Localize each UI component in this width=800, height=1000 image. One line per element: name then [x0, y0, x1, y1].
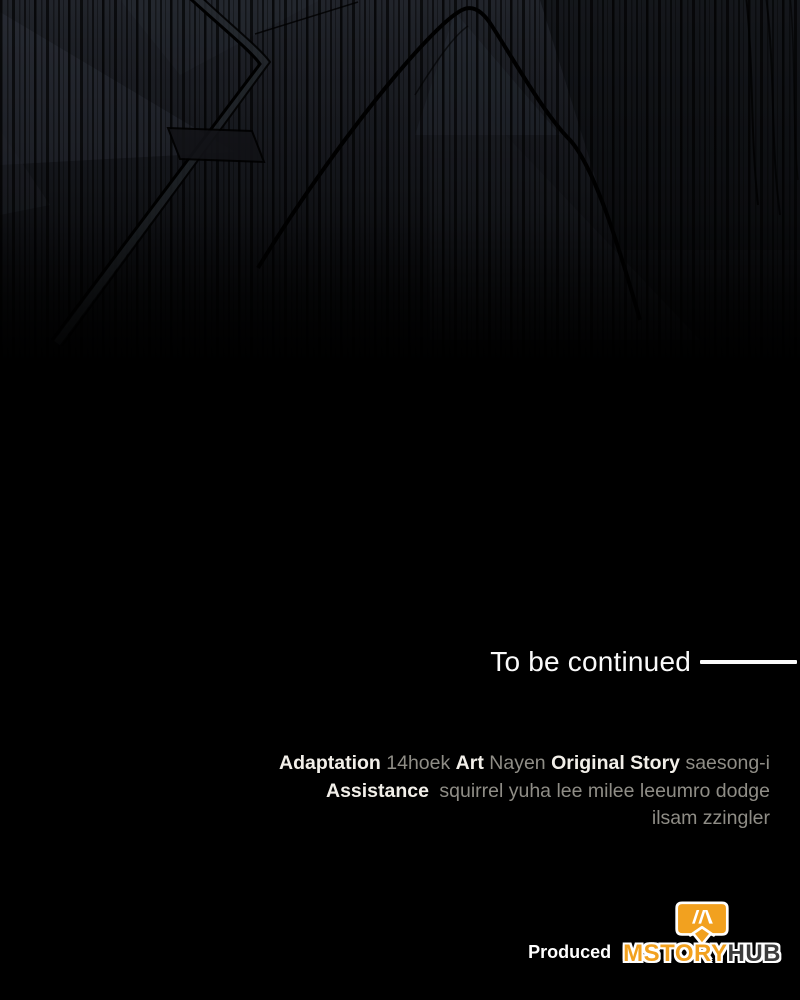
original-story-value: saesong-i	[685, 752, 770, 774]
artwork-fade-overlay	[0, 0, 800, 390]
brand-wordmark	[623, 941, 781, 967]
continued-rule-line	[700, 660, 797, 664]
book-body	[677, 903, 728, 945]
brand-secondary-text: HUB	[727, 940, 781, 967]
credit-line-2	[279, 778, 770, 806]
comic-panel-artwork	[0, 0, 800, 390]
assistance-value-line2: ilsam zzingler	[651, 807, 770, 829]
mstoryhub-logo	[623, 901, 781, 967]
assistance-value-line1: squirrel yuha lee milee leeumro dodge	[439, 779, 770, 802]
original-story-label: Original Story	[551, 752, 681, 774]
credit-line-3	[279, 805, 770, 833]
producer-row	[528, 901, 781, 967]
assistance-label: Assistance	[325, 779, 429, 802]
art-value: Nayen	[489, 752, 546, 774]
adaptation-value: 14hoek	[386, 752, 451, 774]
art-label: Art	[455, 752, 484, 774]
to-be-continued-text: To be continued	[490, 646, 691, 677]
produced-label: Produced	[528, 942, 612, 962]
artwork-canvas	[0, 0, 800, 390]
to-be-continued-row	[490, 646, 797, 678]
adaptation-label: Adaptation	[279, 752, 381, 774]
credits-block	[279, 750, 770, 833]
credit-line-1	[279, 750, 770, 778]
brand-primary-text: MSTORY	[623, 940, 728, 967]
